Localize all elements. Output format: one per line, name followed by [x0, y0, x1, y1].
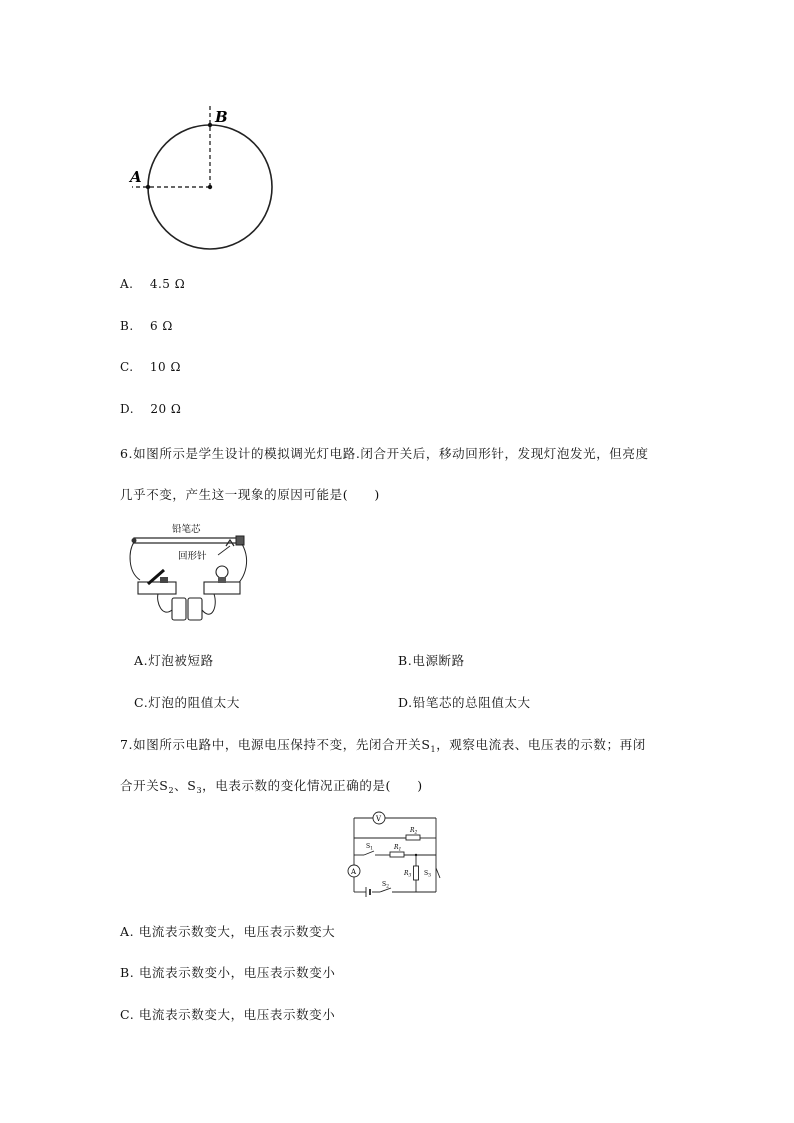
battery-right: [188, 598, 202, 620]
s2-letter: S: [382, 881, 387, 888]
dimmer-circuit-figure: [126, 522, 251, 627]
q7-option-b-letter: B.: [120, 965, 135, 980]
r3-letter: R: [404, 870, 409, 877]
resistor-r3: [414, 866, 419, 880]
q7-option-a-letter: A.: [120, 924, 135, 939]
r2-label: [409, 827, 418, 836]
q5-option-d-letter: D.: [120, 402, 135, 416]
q7-option-c-text: 电流表示数变大，电压表示数变小: [138, 1007, 336, 1022]
r2-letter: R: [410, 827, 415, 834]
wire-right: [232, 544, 247, 588]
battery-wire-left: [158, 594, 172, 612]
q5-option-c-value: 10 Ω: [149, 360, 181, 374]
q7-line1-pre: 7.如图所示电路中，电源电压保持不变，先闭合开关S: [120, 737, 431, 752]
resistor-r1: [390, 852, 404, 857]
q6-text-line2: 几乎不变，产生这一现象的原因可能是( ): [120, 487, 380, 502]
center-point: [208, 185, 212, 189]
point-a: [146, 185, 150, 189]
point-b: [208, 123, 212, 127]
label-a: A: [130, 168, 142, 186]
q7-option-a-text: 电流表示数变大，电压表示数变大: [138, 924, 336, 939]
clip-pointer: [218, 546, 230, 555]
q6-option-b: B.电源断路: [398, 653, 465, 668]
s2-sub: 2: [386, 884, 389, 890]
battery-left: [172, 598, 186, 620]
s3-label: [424, 870, 431, 879]
q7-line2-sub-b: 3: [196, 786, 203, 795]
q5-option-b-letter: B.: [120, 319, 134, 333]
s3-letter: S: [424, 870, 429, 877]
bulb: [216, 566, 228, 578]
s3-sub: 3: [428, 873, 431, 879]
s1-label: [366, 843, 373, 852]
s1-sub: 1: [370, 846, 373, 852]
q7-option-a: [120, 922, 335, 940]
q7-text-line2: [120, 776, 423, 795]
r1-label: [393, 844, 401, 853]
label-b: B: [215, 108, 228, 126]
q7-option-c-letter: C.: [120, 1007, 135, 1022]
junction-dot: [415, 854, 417, 856]
pencil-lead: [134, 538, 242, 543]
r2-sub: 2: [414, 830, 418, 836]
q7-option-c: [120, 1005, 335, 1023]
r3-label: [403, 870, 412, 879]
q7-option-b: [120, 963, 335, 981]
bulb-base: [204, 582, 240, 594]
battery-wire-right: [202, 594, 215, 614]
q7-line1-sub: 1: [430, 745, 437, 754]
q5-option-b-value: 6 Ω: [149, 319, 173, 333]
pencil-lead-label: 铅笔芯: [172, 524, 201, 535]
circle-figure: [118, 100, 288, 260]
resistor-r2: [406, 835, 420, 840]
bulb-socket: [218, 577, 226, 583]
r1-sub: 1: [398, 847, 402, 853]
voltmeter-label: V: [376, 815, 382, 823]
switch-s3-blade: [436, 868, 440, 878]
r3-sub: 3: [408, 873, 412, 879]
wire-left: [130, 542, 140, 580]
paper-clip-label: 回形针: [178, 551, 207, 562]
q5-option-a-letter: A.: [120, 277, 134, 291]
q7-option-b-text: 电流表示数变小，电压表示数变小: [138, 965, 336, 980]
q7-line2-mid: 、S: [174, 778, 197, 793]
q6-option-a: A.灯泡被短路: [134, 653, 214, 668]
q5-option-d: [120, 402, 181, 416]
q6-text-line1: 6.如图所示是学生设计的模拟调光灯电路.闭合开关后，移动回形针，发现灯泡发光，但亮度: [120, 446, 649, 461]
q5-option-d-value: 20 Ω: [150, 402, 182, 416]
q5-option-c: [120, 360, 181, 374]
q5-option-c-letter: C.: [120, 360, 134, 374]
q6-option-d: D.铅笔芯的总阻值太大: [398, 695, 531, 710]
q6-option-c: C.灯泡的阻值太大: [134, 695, 240, 710]
r1-letter: R: [394, 844, 399, 851]
switch-pivot: [160, 577, 168, 583]
q5-option-a-value: 4.5 Ω: [149, 277, 186, 291]
q7-line1-post: ，观察电流表、电压表的示数；再闭: [436, 737, 646, 752]
pencil-lead-right-end: [236, 536, 244, 545]
s2-label: [382, 881, 389, 890]
q5-option-b: [120, 319, 173, 333]
s1-letter: S: [366, 843, 371, 850]
ammeter-label: A: [351, 868, 357, 876]
switch-s1-blade: [364, 851, 374, 855]
q7-line2-post: ，电表示数的变化情况正确的是( ): [202, 778, 423, 793]
q7-line2-pre: 合开关S: [120, 778, 169, 793]
switch-base: [138, 582, 176, 594]
q7-line2-sub-a: 2: [168, 786, 175, 795]
q7-circuit-figure: [344, 808, 444, 900]
q5-option-a: [120, 277, 185, 291]
q7-text-line1: [120, 735, 646, 754]
